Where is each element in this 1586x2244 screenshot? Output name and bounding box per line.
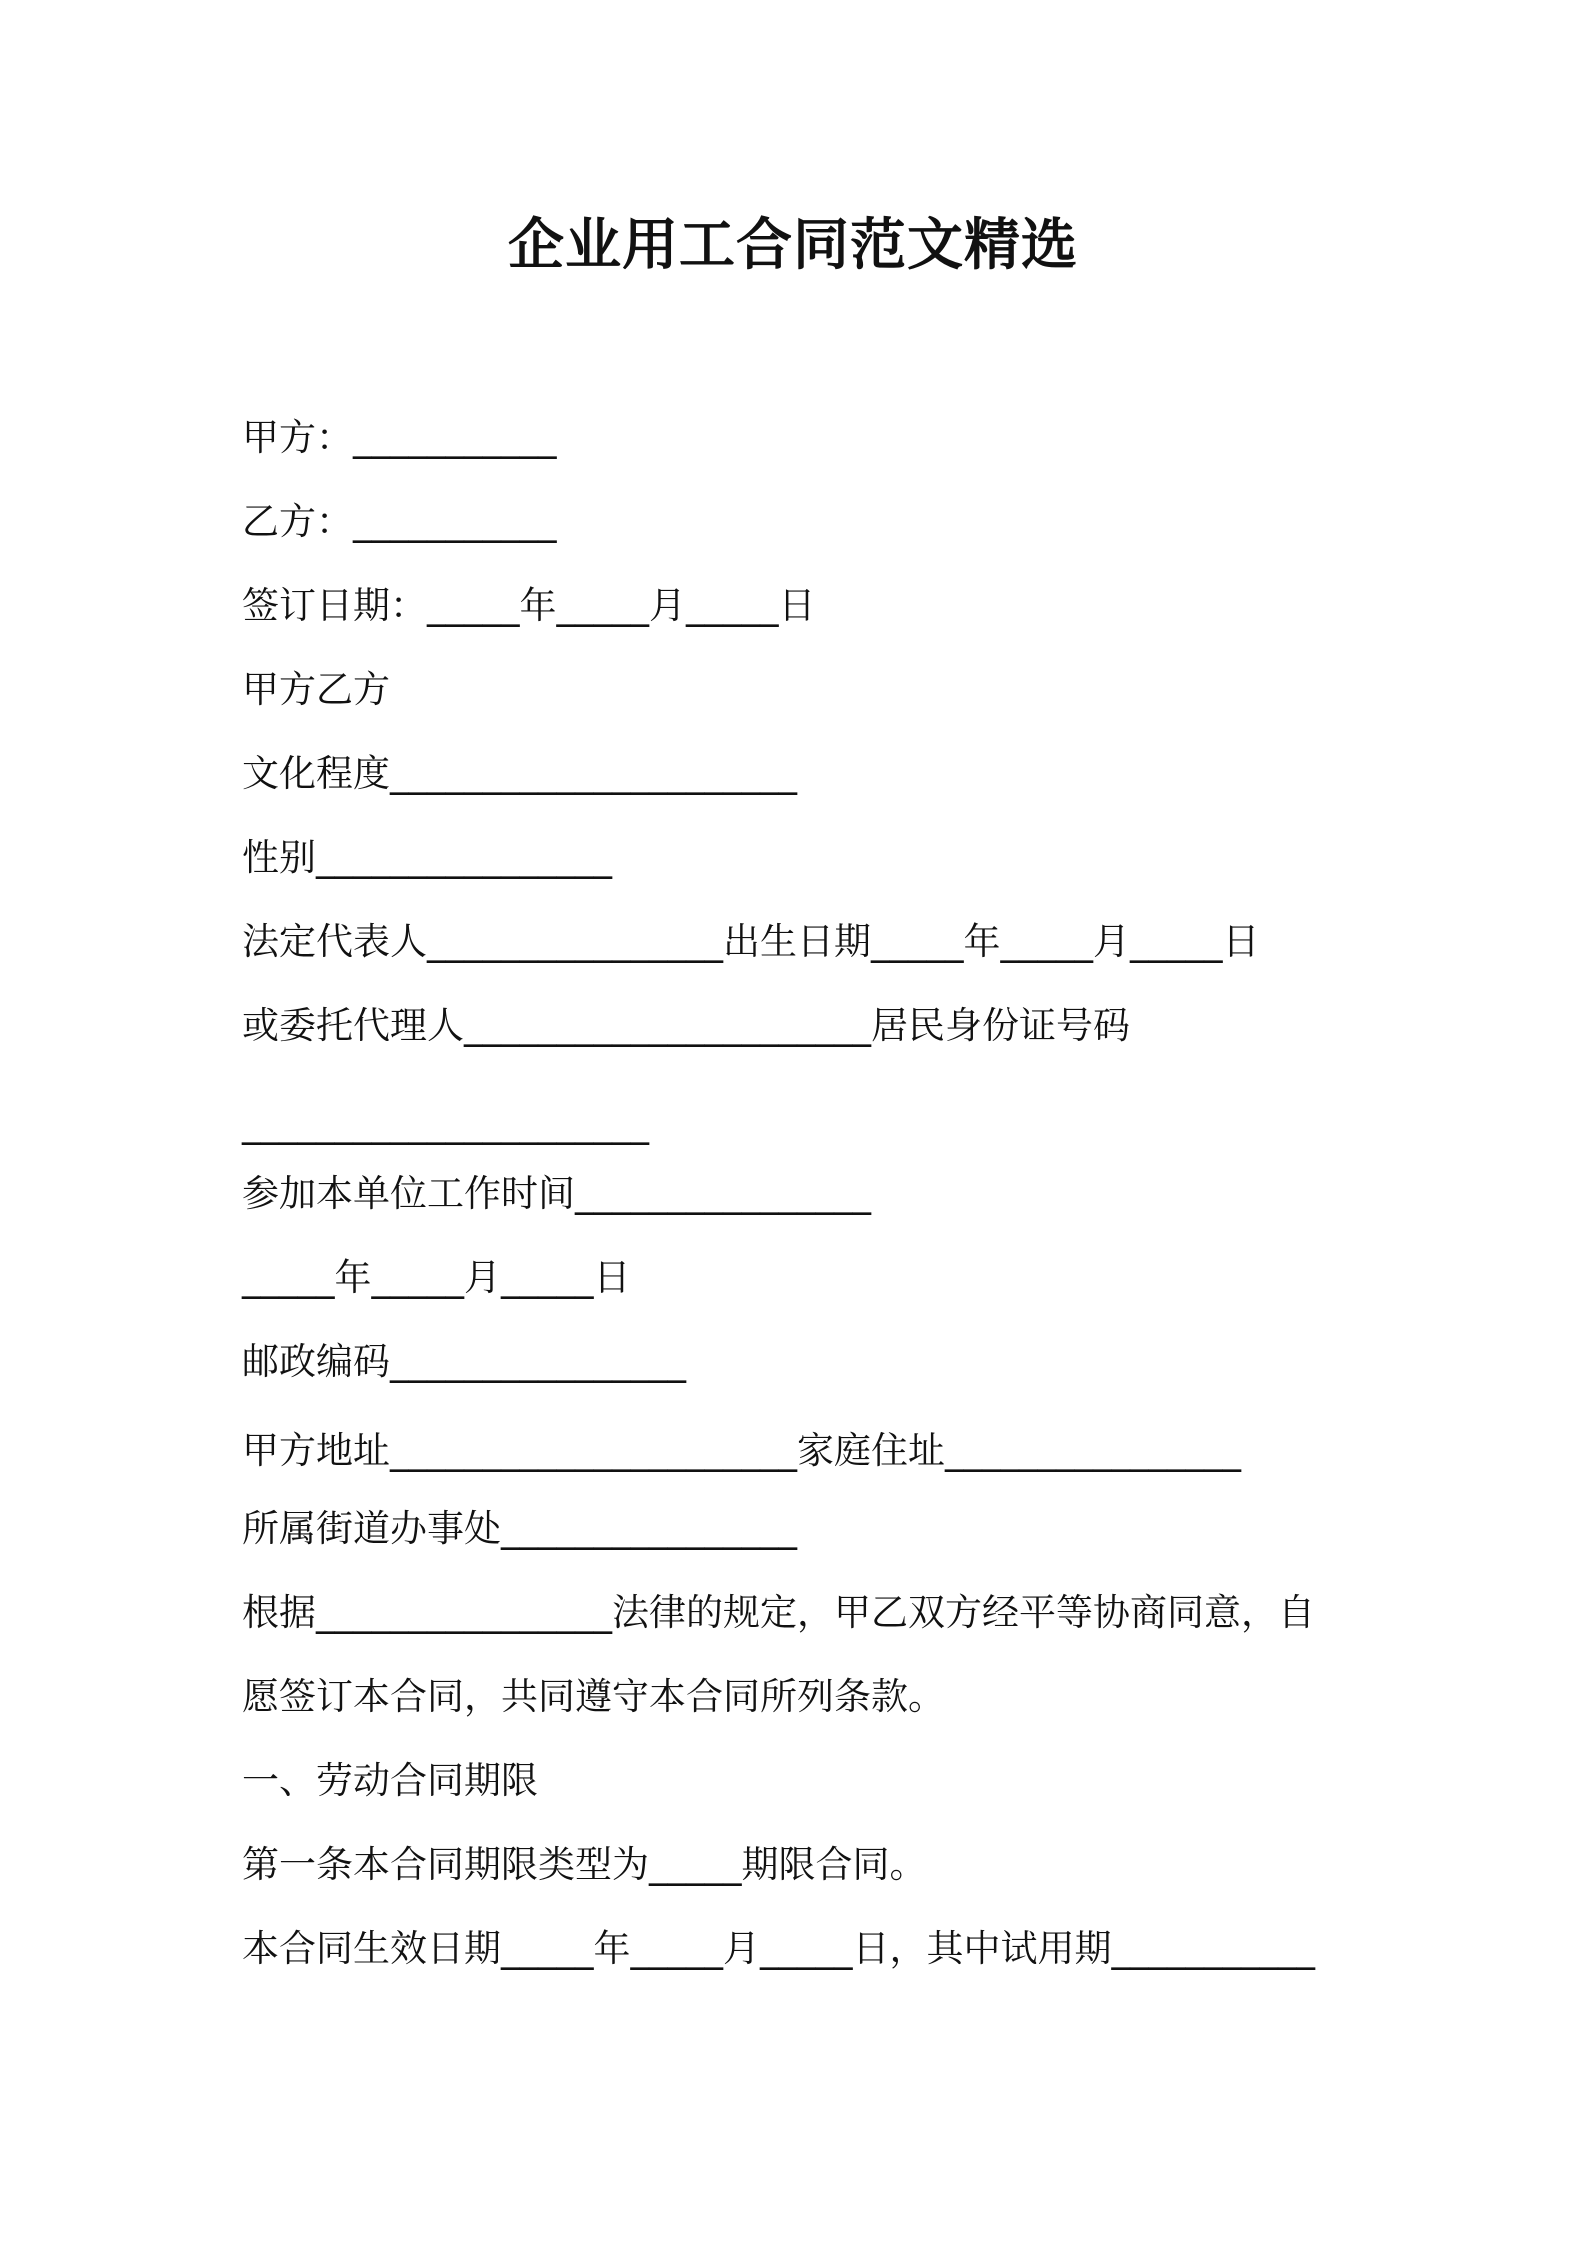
postal-code-line: 邮政编码________________ <box>242 1340 686 1383</box>
id-number-blank-line: ______________________ <box>242 1102 649 1145</box>
education-line: 文化程度______________________ <box>242 752 797 795</box>
party-header-line: 甲方乙方 <box>242 668 390 711</box>
party-b-line: 乙方：___________ <box>242 500 557 543</box>
work-start-date-line: _____年_____月_____日 <box>242 1256 631 1299</box>
work-start-line: 参加本单位工作时间________________ <box>242 1172 871 1215</box>
section-one-heading: 一、劳动合同期限 <box>242 1759 538 1802</box>
gender-line: 性别________________ <box>242 836 612 879</box>
effective-date-line: 本合同生效日期_____年_____月_____日，其中试用期___________ <box>242 1927 1315 1970</box>
party-a-line: 甲方：___________ <box>242 416 557 459</box>
document-title: 企业用工合同范文精选 <box>508 213 1078 278</box>
address-line: 甲方地址______________________家庭住址________________ <box>242 1429 1241 1472</box>
street-office-line: 所属街道办事处________________ <box>242 1507 797 1550</box>
agreement-basis-line: 根据________________法律的规定，甲乙双方经平等协商同意，自 <box>242 1591 1315 1634</box>
agent-id-line: 或委托代理人______________________居民身份证号码 <box>242 1004 1130 1047</box>
agreement-continuation-line: 愿签订本合同，共同遵守本合同所列条款。 <box>242 1675 945 1718</box>
signing-date-line: 签订日期：_____年_____月_____日 <box>242 584 816 627</box>
legal-representative-line: 法定代表人________________出生日期_____年_____月_____日 <box>242 920 1260 963</box>
article-one-line: 第一条本合同期限类型为_____期限合同。 <box>242 1843 927 1886</box>
